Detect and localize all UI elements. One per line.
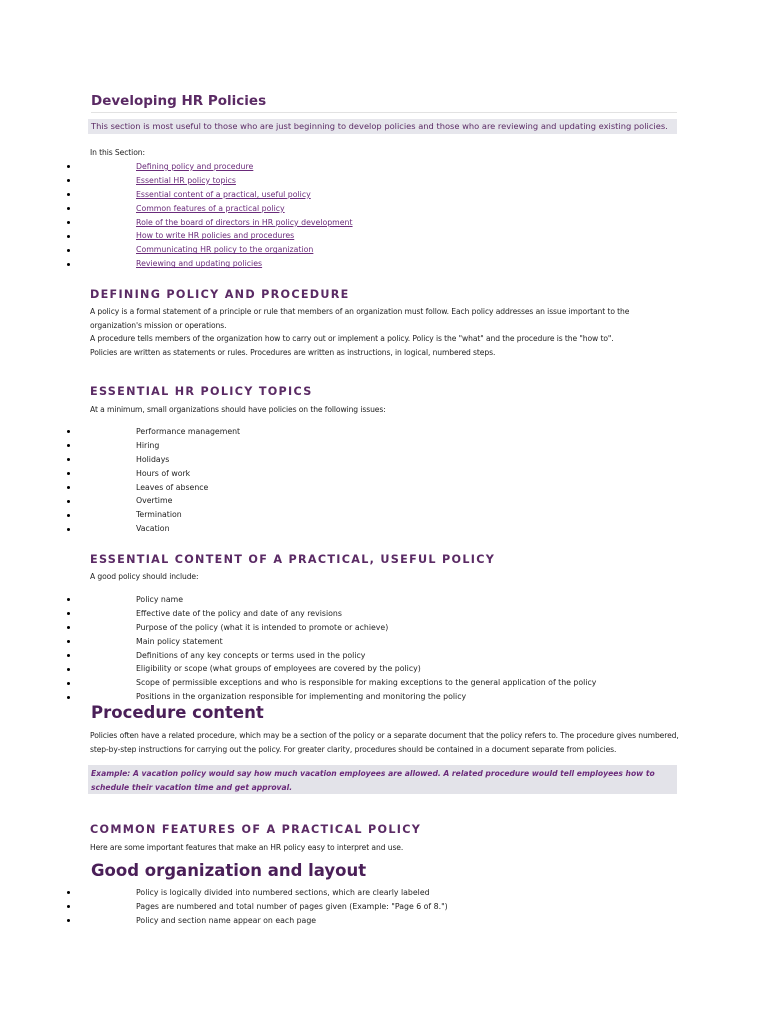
bullet-icon — [67, 598, 70, 601]
topics-list — [0, 425, 700, 536]
toc-link-defining[interactable]: Defining policy and procedure — [136, 162, 254, 171]
bullet-icon — [67, 668, 70, 671]
list-item: Performance management — [0, 425, 700, 439]
list-item: Definitions of any key concepts or terms used in the policy — [0, 649, 700, 663]
toc-item[interactable] — [0, 174, 700, 188]
toc-link-common[interactable]: Common features of a practical policy — [136, 203, 285, 213]
defining-paragraph-policy: A policy is a formal statement of a principle or rule that members of an organization must follow. Each policy addresses an issue important to the organization's mission or operations. — [90, 307, 630, 330]
bullet-icon — [67, 514, 70, 517]
bullet-icon — [67, 179, 70, 182]
section-heading-common: COMMON FEATURES OF A PRACTICAL POLICY — [90, 823, 422, 836]
list-item: Eligibility or scope (what groups of employees are covered by the policy) — [0, 662, 700, 676]
subsection-heading-layout: Good organization and layout — [91, 861, 367, 880]
bullet-icon — [67, 696, 70, 699]
toc-item[interactable] — [0, 160, 700, 174]
list-item: Purpose of the policy (what it is intended to promote or achieve) — [0, 621, 700, 635]
bullet-icon — [67, 612, 70, 615]
list-item: Vacation — [0, 522, 700, 536]
bullet-icon — [67, 626, 70, 629]
toc-item[interactable] — [0, 257, 700, 271]
bullet-icon — [67, 165, 70, 168]
section-toc-list — [0, 160, 700, 271]
bullet-icon — [67, 640, 70, 643]
subsection-heading-procedure: Procedure content — [91, 703, 264, 722]
content-lead: A good policy should include: — [90, 572, 199, 581]
bullet-icon — [67, 682, 70, 685]
toc-item[interactable] — [0, 216, 700, 230]
procedure-paragraph: Policies often have a related procedure, which may be a section of the policy or a separate document that the policy refers to. The procedure gives numbered, step-by-step instructions for carrying out the policy. For greater clarity, procedures should be contained in a document separate from policies. — [90, 731, 679, 754]
list-item: Policy name — [0, 593, 700, 607]
toc-link-reviewing[interactable]: Reviewing and updating policies — [136, 259, 263, 269]
list-item: Policy is logically divided into numbered sections, which are clearly labeled — [0, 886, 700, 900]
toc-item[interactable] — [0, 188, 700, 202]
list-item: Main policy statement — [0, 635, 700, 649]
bullet-icon — [67, 207, 70, 210]
defining-paragraph-procedure: A procedure tells members of the organization how to carry out or implement a policy. Policy is the "what" and the procedure is the "how to". — [90, 334, 614, 343]
bullet-icon — [67, 919, 70, 922]
bullet-icon — [67, 235, 70, 238]
page-title: Developing HR Policies — [91, 93, 677, 113]
toc-link-communicating[interactable]: Communicating HR policy to the organization — [136, 245, 314, 255]
list-item: Termination — [0, 508, 700, 522]
list-item: Holidays — [0, 453, 700, 467]
bullet-icon — [67, 654, 70, 657]
intro-callout: This section is most useful to those who are just beginning to develop policies and those who are reviewing and updating existing policies. — [88, 119, 677, 134]
section-heading-content: ESSENTIAL CONTENT OF A PRACTICAL, USEFUL POLICY — [90, 553, 496, 566]
layout-list — [0, 886, 700, 928]
list-item: Overtime — [0, 494, 700, 508]
common-lead: Here are some important features that make an HR policy easy to interpret and use. — [90, 843, 404, 852]
toc-item[interactable] — [0, 229, 700, 243]
list-item: Pages are numbered and total number of pages given (Example: "Page 6 of 8.") — [0, 900, 700, 914]
bullet-icon — [67, 458, 70, 461]
list-item: Hiring — [0, 439, 700, 453]
content-list — [0, 593, 700, 704]
section-heading-topics: ESSENTIAL HR POLICY TOPICS — [90, 385, 313, 398]
list-item: Positions in the organization responsible for implementing and monitoring the policy — [0, 690, 700, 704]
bullet-icon — [67, 193, 70, 196]
defining-paragraph-format: Policies are written as statements or rules. Procedures are written as instructions, in logical, numbered steps. — [90, 348, 496, 357]
list-item: Policy and section name appear on each page — [0, 914, 700, 928]
bullet-icon — [67, 430, 70, 433]
list-item: Scope of permissible exceptions and who is responsible for making exceptions to the general application of the policy — [0, 676, 700, 690]
bullet-icon — [67, 263, 70, 266]
bullet-icon — [67, 500, 70, 503]
bullet-icon — [67, 221, 70, 224]
toc-link-content[interactable]: Essential content of a practical, useful policy — [136, 189, 311, 199]
bullet-icon — [67, 486, 70, 489]
example-callout: Example: A vacation policy would say how much vacation employees are allowed. A related procedure would tell employees how to schedule their vacation time and get approval. — [88, 765, 677, 794]
toc-link-board[interactable]: Role of the board of directors in HR policy development — [136, 217, 353, 227]
list-item: Leaves of absence — [0, 481, 700, 495]
toc-item[interactable] — [0, 202, 700, 216]
bullet-icon — [67, 472, 70, 475]
bullet-icon — [67, 249, 70, 252]
toc-item[interactable] — [0, 243, 700, 257]
toc-link-write[interactable]: How to write HR policies and procedures — [136, 231, 295, 241]
bullet-icon — [67, 528, 70, 531]
topics-lead: At a minimum, small organizations should have policies on the following issues: — [90, 405, 386, 414]
bullet-icon — [67, 905, 70, 908]
bullet-icon — [67, 891, 70, 894]
in-this-section-label: In this Section: — [90, 148, 145, 157]
list-item: Hours of work — [0, 467, 700, 481]
list-item: Effective date of the policy and date of any revisions — [0, 607, 700, 621]
bullet-icon — [67, 444, 70, 447]
section-heading-defining: DEFINING POLICY AND PROCEDURE — [90, 288, 350, 301]
toc-link-topics[interactable]: Essential HR policy topics — [136, 175, 236, 185]
